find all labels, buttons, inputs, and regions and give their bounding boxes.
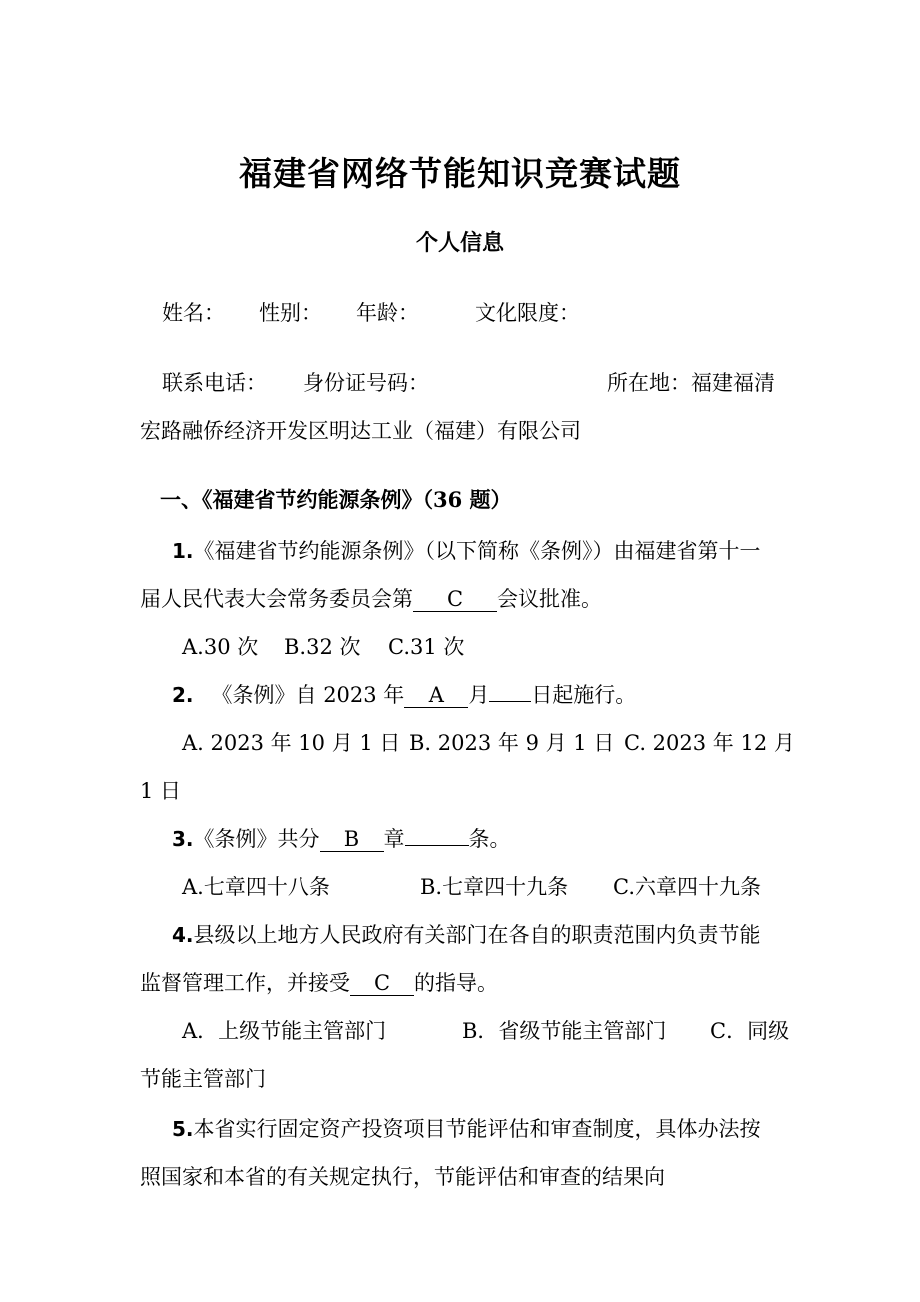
q3-option-c: C.六章四十九条 [613,875,761,899]
q2-option-a: A. 2023 年 10 月 1 日 [182,731,401,755]
document-title: 福建省网络节能知识竞赛试题 [239,154,681,193]
question-text: 监督管理工作，并接受 [140,971,350,995]
answer-blank-empty [405,845,469,846]
question-text: 县级以上地方人民政府有关部门在各自的职责范围内负责节能 [193,923,761,947]
question-1-line-2 [140,584,602,614]
q1-option-b: B.32 次 [284,635,361,659]
q4-option-c: C．同级 [710,1019,790,1043]
question-5-line-1 [172,1114,761,1144]
question-number: 4. [172,923,194,947]
location-continuation: 宏路融侨经济开发区明达工业（福建）有限公司 [140,419,581,443]
question-text: 月 [468,683,490,707]
question-4-line-2 [140,968,498,998]
id-number-label: 身份证号码： [303,371,429,395]
answer-blank: C [350,971,414,996]
education-label: 文化限度： [475,301,580,325]
question-1-line-1 [172,536,761,566]
question-text: 会议批准。 [497,587,602,611]
gender-label: 性别： [259,301,322,325]
q4-option-b: B．省级节能主管部门 [462,1019,667,1043]
q1-option-a: A.30 次 [182,635,259,659]
age-label: 年龄： [356,301,419,325]
question-4-line-1 [172,920,761,950]
question-2-line-1 [172,680,636,710]
section-subtitle-personal-info: 个人信息 [415,230,504,256]
question-text: 届人民代表大会常务委员会第 [140,587,413,611]
q2-option-continuation: 1 日 [140,779,182,803]
name-label: 姓名： [162,301,225,325]
q3-option-a: A.七章四十八条 [182,875,330,899]
question-text: 日起施行。 [531,683,637,707]
question-text: 的指导。 [414,971,498,995]
question-text: 条。 [468,827,511,851]
q2-option-c: C. 2023 年 12 月 [624,731,795,755]
question-3-line-1 [172,824,511,854]
location-label: 所在地：福建福清 [607,371,775,395]
question-text: 章 [383,827,405,851]
question-number: 2. [172,683,194,707]
section-heading: 一、《福建省节约能源条例》（36 题） [160,487,512,512]
q2-option-b: B. 2023 年 9 月 1 日 [409,731,615,755]
answer-blank: A [404,683,468,708]
q3-option-b: B.七章四十九条 [420,875,569,899]
question-5-line-2: 照国家和本省的有关规定执行，节能评估和审查的结果向 [140,1165,665,1189]
question-number: 3. [172,827,194,851]
question-number: 1. [172,539,194,563]
question-number: 5. [172,1117,194,1141]
answer-blank: C [413,587,497,612]
answer-blank-empty [489,701,531,702]
question-text: 《福建省节约能源条例》（以下简称《条例》）由福建省第十一 [193,539,761,563]
answer-blank: B [320,827,384,852]
q4-option-continuation: 节能主管部门 [140,1067,266,1091]
q4-option-a: A．上级节能主管部门 [182,1019,387,1043]
question-text: 《条例》共分 [193,827,320,851]
q1-option-c: C.31 次 [388,635,465,659]
phone-label: 联系电话： [162,371,267,395]
question-text: 《条例》自 2023 年 [211,683,405,707]
question-text: 本省实行固定资产投资项目节能评估和审查制度，具体办法按 [193,1117,761,1141]
